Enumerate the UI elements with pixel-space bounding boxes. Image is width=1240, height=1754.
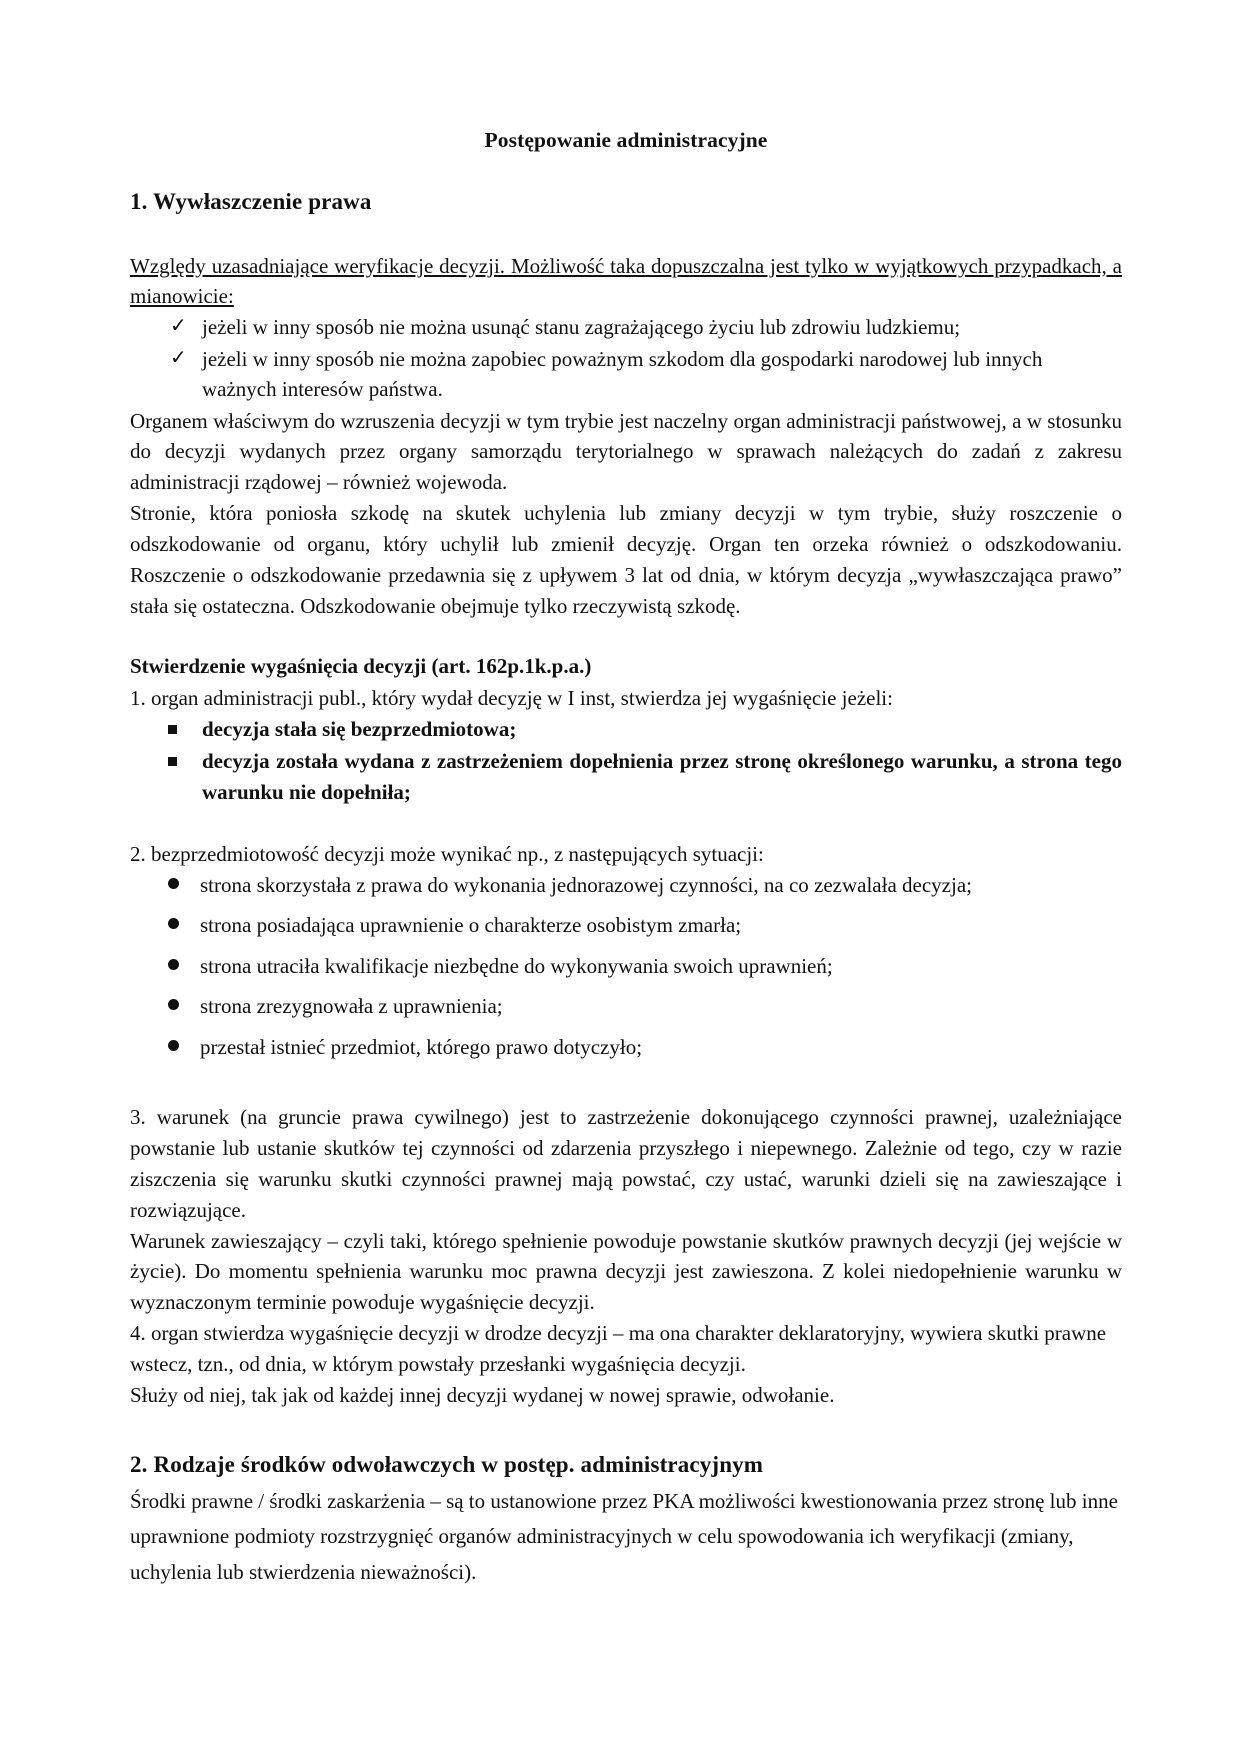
round-bullet-icon — [168, 999, 179, 1010]
list-item-text: strona skorzystała z prawa do wykonania jednorazowej czynności, na co zezwalała decyzja; — [200, 872, 972, 897]
check-icon: ✓ — [170, 346, 187, 369]
check-bullet-list — [130, 312, 1122, 404]
paragraph-stronie: Stronie, która poniosła szkodę na skutek uchylenia lub zmiany decyzji w tym trybie, służy roszczenie o odszkodowanie od organu, który uchylił lub zmienił decyzję. Organ ten orzeka również o odszkodowaniu. Roszczenie o odszkodowanie przedawnia się z upływem 3 lat od dnia, w którym decyzja „wywłaszczająca prawo” stała się ostateczna. Odszkodowanie obejmuje tylko rzeczywistą szkodę. — [130, 501, 1122, 618]
square-bullet-icon — [168, 757, 177, 766]
list-item — [130, 714, 1122, 744]
round-bullet-list — [130, 870, 1122, 1062]
round-bullet-icon — [168, 918, 179, 929]
paragraph-point-2: 2. bezprzedmiotowość decyzji może wynikać np., z następujących sytuacji: — [130, 842, 764, 867]
list-item-text: strona zrezygnowała z uprawnienia; — [200, 994, 503, 1019]
list-item-text: decyzja została wydana z zastrzeżeniem dopełnienia przez stronę określonego warunku, a strona tego warunku nie dopełniła; — [202, 749, 1122, 804]
square-bullet-icon — [168, 725, 177, 734]
list-item — [130, 870, 1122, 900]
sub-heading-stwierdzenie: Stwierdzenie wygaśnięcia decyzji (art. 162p.1k.p.a.) — [130, 653, 592, 678]
list-item — [130, 746, 1122, 807]
list-item — [130, 312, 1122, 342]
spacer — [130, 622, 1122, 652]
list-item-text: jeżeli w inny sposób nie można zapobiec poważnym szkodom dla gospodarki narodowej lub innych ważnych interesów państwa. — [202, 346, 1043, 402]
list-item — [130, 910, 1122, 940]
list-item-text: strona utraciła kwalifikacje niezbędne do wykonywania swoich uprawnień; — [200, 953, 833, 978]
paragraph-warunek-zawieszajacy: Warunek zawieszający – czyli taki, którego spełnienie powoduje powstanie skutków prawnych decyzji (jej wejście w życie). Do momentu spełnienia warunku moc prawna decyzji jest zawieszona. Z kolei niedopełnienie warunku w wyznaczonym terminie powoduje wygaśnięcie decyzji. — [130, 1228, 1122, 1315]
round-bullet-icon — [168, 878, 179, 889]
list-item — [130, 991, 1122, 1021]
spacer — [130, 1411, 1122, 1451]
list-item-text: strona posiadająca uprawnienie o charakterze osobistym zmarła; — [200, 913, 742, 938]
intro-underlined-paragraph: Względy uzasadniające weryfikacje decyzji. Możliwość taka dopuszczalna jest tylko w wyjątkowych przypadkach, a mianowicie: — [130, 253, 1122, 309]
paragraph-section-2-body: Środki prawne / środki zaskarżenia – są to ustanowione przez PKA możliwości kwestionowania przez stronę lub inne uprawnione podmioty rozstrzygnięć organów administracyjnych w celu spowodowania ich weryfikacji (zmiany, uchylenia lub stwierdzenia nieważności). — [130, 1488, 1118, 1584]
document-title: Postępowanie administracyjne — [484, 128, 768, 152]
list-item — [130, 344, 1122, 405]
round-bullet-icon — [168, 959, 179, 970]
paragraph-sluzy: Służy od niej, tak jak od każdej innej decyzji wydanej w nowej sprawie, odwołanie. — [130, 1382, 835, 1407]
section-heading-2: 2. Rodzaje środków odwoławczych w postęp. administracyjnym — [130, 1451, 764, 1477]
section-heading-1: 1. Wywłaszczenie prawa — [130, 188, 372, 214]
list-item-text: decyzja stała się bezprzedmiotowa; — [202, 716, 517, 741]
paragraph-point-4: 4. organ stwierdza wygaśnięcie decyzji w drodze decyzji – ma ona charakter deklaratoryjny, wywiera skutki prawne wstecz, tzn., od dnia, w którym powstały przesłanki wygaśnięcia decyzji. — [130, 1321, 1107, 1377]
spacer — [130, 1072, 1122, 1102]
paragraph-point-1: 1. organ administracji publ., który wydał decyzję w I inst, stwierdza jej wygaśnięcie jeżeli: — [130, 685, 893, 710]
square-bullet-list — [130, 714, 1122, 807]
list-item — [130, 951, 1122, 981]
paragraph-organem: Organem właściwym do wzruszenia decyzji w tym trybie jest naczelny organ administracji państwowej, a w stosunku do decyzji wydanych przez organy samorządu terytorialnego w sprawach należących do zadań z zakresu administracji rządowej – również wojewoda. — [130, 408, 1122, 495]
paragraph-point-3: 3. warunek (na gruncie prawa cywilnego) jest to zastrzeżenie dokonującego czynności prawnej, uzależniające powstanie lub ustanie skutków tej czynności od zdarzenia przyszłego i niepewnego. Zależnie od tego, czy w razie ziszczenia się warunku skutki czynności prawnej mają powstać, czy ustać, warunki dzieli się na zawieszające i rozwiązujące. — [130, 1105, 1122, 1222]
round-bullet-icon — [168, 1040, 179, 1051]
check-icon: ✓ — [170, 315, 187, 338]
spacer — [130, 809, 1122, 839]
list-item-text: jeżeli w inny sposób nie można usunąć stanu zagrażającego życiu lub zdrowiu ludzkiemu; — [202, 315, 961, 340]
list-item — [130, 1032, 1122, 1062]
list-item-text: przestał istnieć przedmiot, którego prawo dotyczyło; — [200, 1034, 643, 1059]
